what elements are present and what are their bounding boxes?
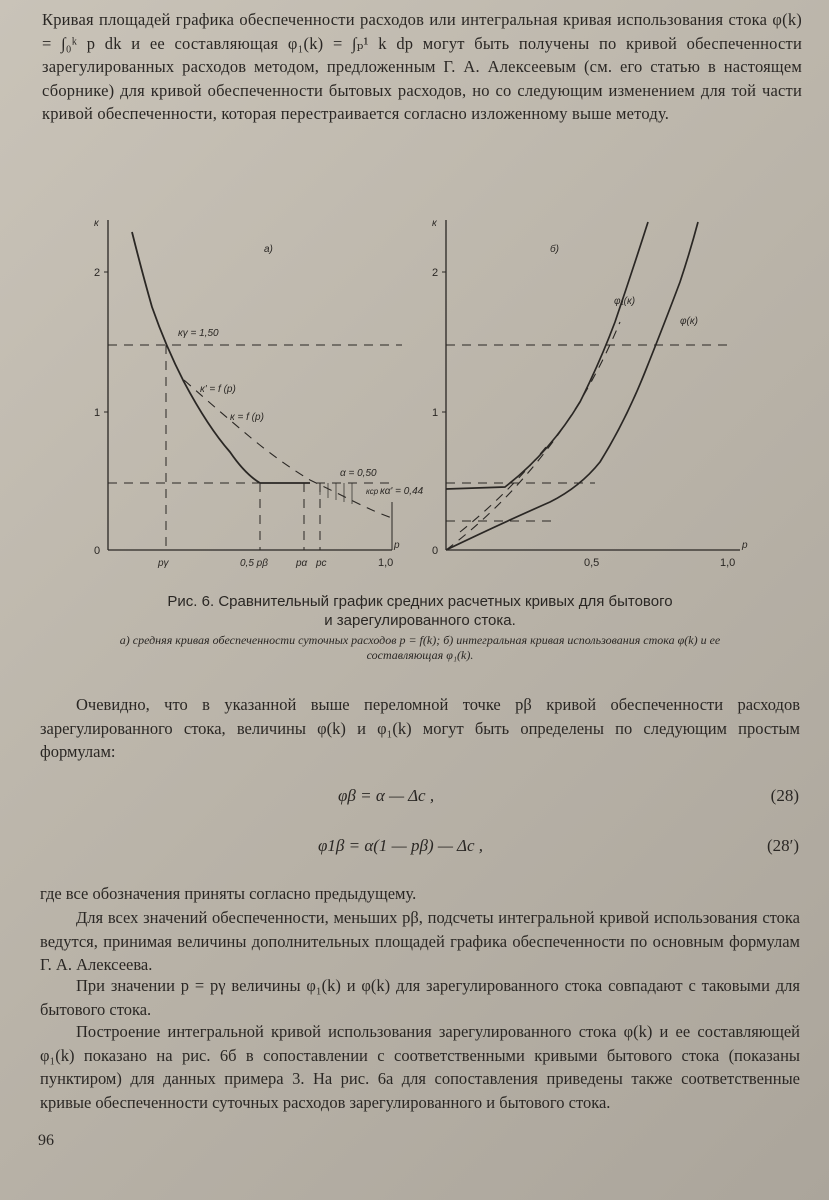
paragraph-2: Очевидно, что в указанной выше переломной точке pβ кривой обеспеченности расходов зарегулированного стока, величины φ(k) и φ₁(k) могут быть определены по следующим простым формулам: xyxy=(40,695,800,762)
panel-b xyxy=(432,218,748,569)
panel-b-y-axis-label: к xyxy=(432,218,437,229)
panel-a-y-tick-0: 0 xyxy=(94,545,101,557)
panel-b-natural-phi1 xyxy=(446,322,620,550)
panel-a-annot-kgamma: кγ = 1,50 xyxy=(178,328,219,339)
panel-b-x-tick-10: 1,0 xyxy=(720,557,736,569)
panel-a-y-axis-label: к xyxy=(94,218,99,229)
panel-a-x-tick-05: 0,5 рβ xyxy=(240,558,268,569)
panel-b-phi-curve xyxy=(446,222,698,550)
panel-a-regulated-curve xyxy=(132,232,310,483)
panel-b-phi1-curve xyxy=(446,222,648,489)
panel-a-x-tick-pgamma: рγ xyxy=(158,558,169,569)
panel-a-y-tick-2: 2 xyxy=(94,267,101,279)
intro-paragraph: Кривая площадей графика обеспеченности расходов или интегральная кривая использования стока φ(k) = ∫₀ᵏ p dk и ее составляющая φ₁(k) = ∫ₚ¹ k dp могут быть получены по кривой обеспеченности зарегулированных расходов методом, предложенным Г. А. Алексеевым (см. его статью в настоящем сборнике) для кривой обеспеченности бытовых расходов, но со следующим изменением для той части кривой обеспеченности, которая перестраивается согласно изложенному выше методу. xyxy=(42,10,802,124)
panel-a-y-tick-1: 1 xyxy=(94,407,101,419)
caption-line-2: и зарегулированного стока. xyxy=(324,612,516,629)
panel-b-label: б) xyxy=(550,244,559,255)
page-number: 96 xyxy=(38,1132,54,1149)
paragraph-6: Построение интегральной кривой использования зарегулированного стока φ(k) и ее составляющей φ₁(k) показано на рис. 6б в сопоставлении с соответственными кривыми бытового стока (показаны пунктиром) для данных примера 3. На рис. 6а для сопоставления приведены также соответственные кривые обеспеченности суточных расходов зарегулированного и бытового стока. xyxy=(40,1022,800,1112)
panel-a-annot-kprime: к' = f (p) xyxy=(200,384,236,395)
panel-b-y-tick-1: 1 xyxy=(432,407,439,419)
panel-a-annot-alpha: α = 0,50 xyxy=(340,468,377,479)
formula-28-prime: φ1β = α(1 — pβ) — Δc , xyxy=(318,836,484,855)
panel-b-x-tick-05: 0,5 xyxy=(584,557,600,569)
paragraph-4: Для всех значений обеспеченности, меньших pβ, подсчеты интегральной кривой использования стока ведутся, принимая величины дополнительных площадей графика обеспеченности по основным формулам Г. А. Алексеева. xyxy=(40,908,800,975)
panel-a-annot-kcp: кср xyxy=(366,487,379,496)
panel-a-label: а) xyxy=(264,244,273,255)
panel-a-natural-curve xyxy=(184,380,392,518)
paragraph-5: При значении p = pγ величины φ₁(k) и φ(k) для зарегулированного стока совпадают с таковыми для бытового стока. xyxy=(40,976,800,1019)
panel-a-x-axis-label: р xyxy=(394,540,400,551)
formula-28-number: (28) xyxy=(770,786,799,805)
panel-a-annot-kalpha: кα' = 0,44 xyxy=(380,486,424,497)
caption-line-1: Рис. 6. Сравнительный график средних расчетных кривых для бытового xyxy=(167,593,673,610)
panel-a-x-tick-10: 1,0 xyxy=(378,557,394,569)
panel-a-x-tick-palpha: рα xyxy=(296,558,308,569)
paragraph-3: где все обозначения приняты согласно предыдущему. xyxy=(40,884,417,903)
formula-28: φβ = α — Δc , xyxy=(338,786,435,805)
panel-b-x-axis-label: р xyxy=(742,540,748,551)
panel-b-y-tick-2: 2 xyxy=(432,267,439,279)
figure-caption-title xyxy=(40,592,800,630)
figure-6 xyxy=(80,212,760,582)
figure-6-svg xyxy=(80,212,760,582)
panel-a xyxy=(94,218,424,569)
panel-a-x-tick-pc: рс xyxy=(316,558,327,569)
panel-b-y-tick-0: 0 xyxy=(432,545,439,557)
panel-a-annot-k: к = f (p) xyxy=(230,412,264,423)
formula-28-prime-number: (28′) xyxy=(766,836,799,855)
panel-b-annot-phi: φ(к) xyxy=(680,316,698,327)
figure-caption-subtitle: а) средняя кривая обеспеченности суточных расходов p = f(k); б) интегральная кривая использования стока φ(k) и ее составляющая φ₁(k). xyxy=(119,633,721,662)
panel-b-annot-phi1: φ₁(к) xyxy=(614,296,636,307)
